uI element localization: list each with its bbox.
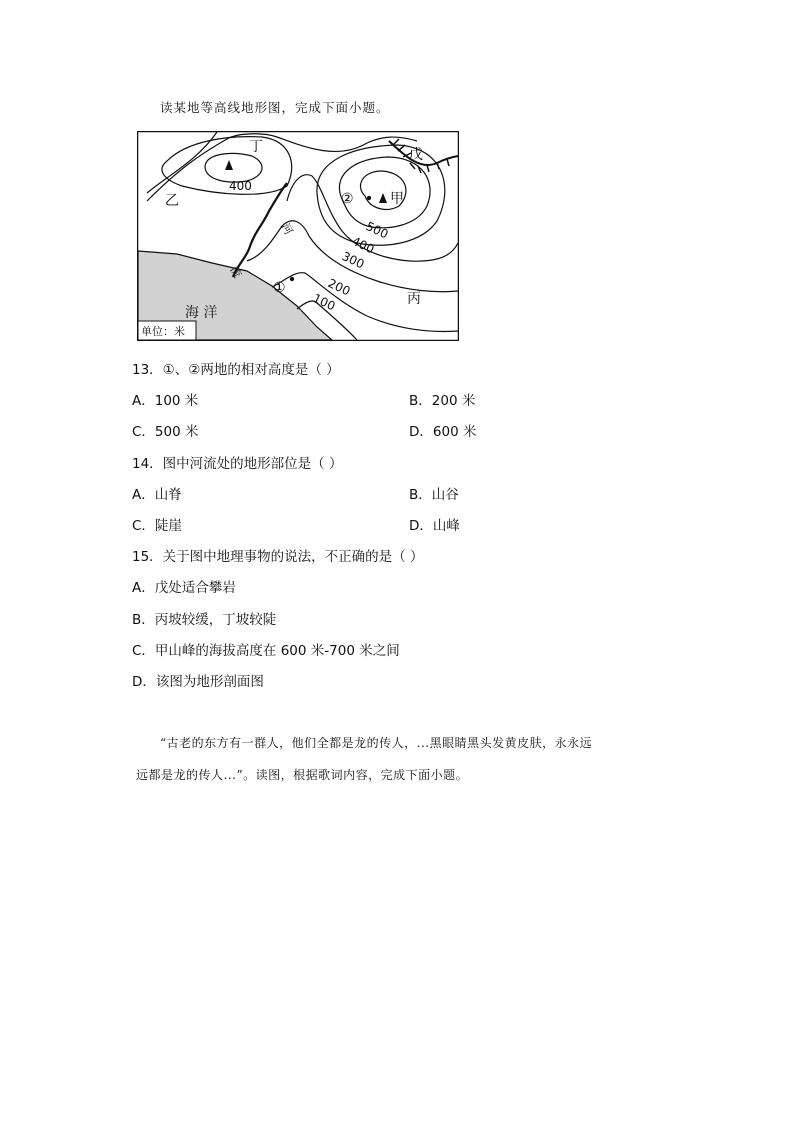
unit-label: 单位：米 — [141, 325, 185, 338]
question-14-stem: 14．图中河流处的地形部位是（ ） — [132, 456, 343, 472]
q15-option-b: B．丙坡较缓，丁坡较陡 — [132, 612, 277, 628]
question-13-stem: 13．①、②两地的相对高度是（ ） — [132, 362, 340, 378]
q14-option-c: C．陡崖 — [132, 518, 182, 534]
label-bing: 丙 — [407, 291, 421, 307]
contour-500: 500 — [363, 219, 391, 242]
q15-option-d: D．该图为地形剖面图 — [132, 674, 264, 690]
passage-line-2: 远都是龙的传人...”。读图，根据歌词内容，完成下面小题。 — [136, 768, 469, 782]
contour-map — [137, 131, 459, 341]
q15-option-c: C．甲山峰的海拔高度在 600 米-700 米之间 — [132, 643, 400, 659]
contour-400-left: 400 — [229, 179, 252, 193]
q15-option-a: A．戊处适合攀岩 — [132, 580, 236, 596]
label-point2: ② — [341, 191, 354, 207]
q14-option-a: A．山脊 — [132, 487, 182, 503]
point-2-dot — [367, 196, 371, 200]
contour-200: 200 — [325, 276, 353, 299]
label-ding: 丁 — [249, 139, 263, 155]
label-he: 河 — [278, 221, 296, 238]
q13-option-d: D．600 米 — [409, 424, 477, 440]
q13-option-a: A．100 米 — [132, 393, 199, 409]
label-wu: 戊 — [409, 147, 423, 163]
q13-option-b: B．200 米 — [409, 393, 476, 409]
q14-option-b: B．山谷 — [409, 487, 459, 503]
label-liu: 流 — [227, 264, 245, 281]
contour-400: 400 — [349, 234, 377, 257]
q14-option-d: D．山峰 — [409, 518, 460, 534]
contour-300: 300 — [339, 249, 367, 272]
label-yi: 乙 — [165, 193, 179, 209]
contour-100: 100 — [310, 291, 338, 314]
passage-line-1: “古老的东方有一群人，他们全都是龙的传人，...黑眼睛黑头发黄皮肤，永永远 — [160, 736, 593, 750]
q13-option-c: C．500 米 — [132, 424, 199, 440]
question-15-stem: 15．关于图中地理事物的说法，不正确的是（ ） — [132, 549, 424, 565]
label-ocean: 海 洋 — [185, 305, 218, 321]
point-1-dot — [290, 277, 294, 281]
label-jia: 甲 — [390, 191, 404, 207]
label-point1: ① — [273, 280, 286, 296]
intro-text: 读某地等高线地形图，完成下面小题。 — [160, 100, 390, 115]
